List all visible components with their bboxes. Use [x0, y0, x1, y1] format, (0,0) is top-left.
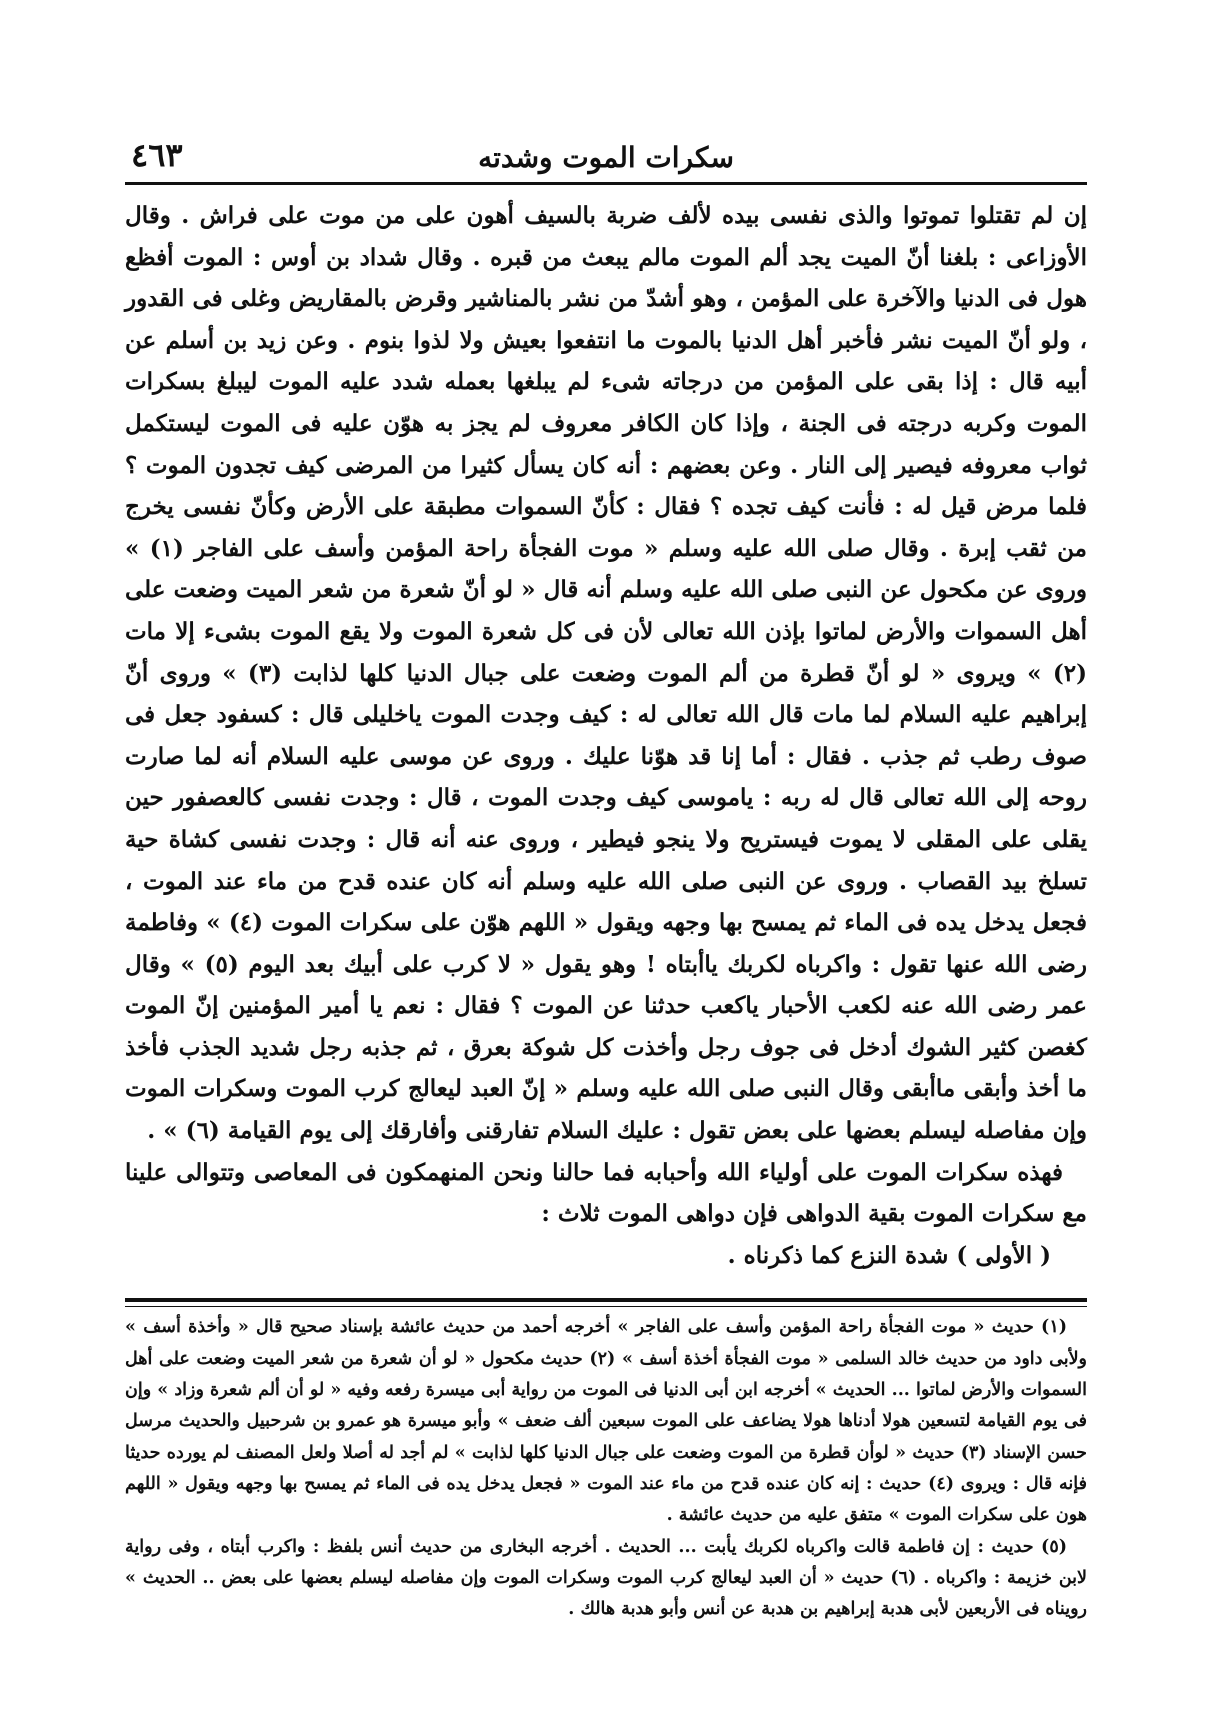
- footnotes: [125, 1312, 1087, 1625]
- footnote: (١) حديث « موت الفجأة راحة المؤمن وأسف على الفاجر » أخرجه أحمد من حديث عائشة بإسناد صحيح قال « وأخذة أسف » ولأبى داود من حديث خالد السلمى « موت الفجأة أخذة أسف » (٢) حديث مكحول « لو أن شعرة من شعر الميت وضعت على أهل السموات والأرض لماتوا ... الحديث » أخرجه ابن أبى الدنيا فى الموت من رواية أبى ميسرة رفعه وفيه « لو أن ألم شعرة وزاد » وإن فى يوم القيامة لتسعين هولا أدناها هولا يضاعف على الموت سبعين ألف ضعف » وأبو ميسرة هو عمرو بن شرحبيل والحديث مرسل حسن الإسناد (٣) حديث « لوأن قطرة من الموت وضعت على جبال الدنيا كلها لذابت » لم أجد له أصلا ولعل المصنف لم يورده حديثا فإنه قال : ويروى (٤) حديث : إنه كان عنده قدح من ماء عند الموت « فجعل يدخل يده فى الماء ثم يمسح بها وجهه ويقول « اللهم هون على سكرات الموت » متفق عليه من حديث عائشة .: [125, 1317, 1088, 1526]
- footnote: (٥) حديث : إن فاطمة قالت واكرباه لكربك يأبت ... الحديث . أخرجه البخارى من حديث أنس بلفظ : واكرب أبتاه ، وفى رواية لابن خزيمة : واكرباه . (٦) حديث « أن العبد ليعالج كرب الموت وسكرات الموت وإن مفاصله ليسلم بعضها على بعض .. الحديث » رويناه فى الأربعين لأبى هدبة إبراهيم بن هدبة عن أنس وأبو هدبة هالك .: [125, 1536, 1088, 1620]
- running-title: سكرات الموت وشدته: [478, 141, 734, 174]
- header-rule: [125, 182, 1087, 185]
- paragraph: فهذه سكرات الموت على أولياء الله وأحبابه فما حالنا ونحن المنهمكون فى المعاصى وتتوالى علينا مع سكرات الموت بقية الدواهى فإن دواهى الموت ثلاث :: [125, 1158, 1087, 1228]
- footnote-rule: [125, 1298, 1087, 1302]
- page-number: ٤٦٣: [131, 136, 183, 174]
- paragraph: ( الأولى ) شدة النزع كما ذكرناه .: [727, 1241, 1051, 1269]
- running-header: [125, 130, 1087, 174]
- main-text: [125, 195, 1087, 1276]
- paragraph: إن لم تقتلوا تموتوا والذى نفسى بيده لألف ضربة بالسيف أهون على من موت على فراش . وقال الأوزاعى : بلغنا أنّ الميت يجد ألم الموت مالم يبعث من قبره . وقال شداد بن أوس : الموت أفظع هول فى الدنيا والآخرة على المؤمن ، وهو أشدّ من نشر بالمناشير وقرض بالمقاريض وغلى فى القدور ، ولو أنّ الميت نشر فأخبر أهل الدنيا بالموت ما انتفعوا بعيش ولا لذوا بنوم . وعن زيد بن أسلم عن أبيه قال : إذا بقى على المؤمن من درجاته شىء لم يبلغها بعمله شدد عليه الموت ليبلغ بسكرات الموت وكربه درجته فى الجنة ، وإذا كان الكافر معروف لم يجز به هوّن عليه فى الموت ليستكمل ثواب معروفه فيصير إلى النار . وعن بعضهم : أنه كان يسأل كثيرا من المرضى كيف تجدون الموت ؟ فلما مرض قيل له : فأنت كيف تجده ؟ فقال : كأنّ السموات مطبقة على الأرض وكأنّ نفسى يخرج من ثقب إبرة . وقال صلى الله عليه وسلم « موت الفجأة راحة المؤمن وأسف على الفاجر (١) » وروى عن مكحول عن النبى صلى الله عليه وسلم أنه قال « لو أنّ شعرة من شعر الميت وضعت على أهل السموات والأرض لماتوا بإذن الله تعالى لأن فى كل شعرة الموت ولا يقع الموت بشىء إلا مات (٢) » ويروى « لو أنّ قطرة من ألم الموت وضعت على جبال الدنيا كلها لذابت (٣) » وروى أنّ إبراهيم عليه السلام لما مات قال الله تعالى له : كيف وجدت الموت ياخليلى قال : كسفود جعل فى صوف رطب ثم جذب . فقال : أما إنا قد هوّنا عليك . وروى عن موسى عليه السلام أنه لما صارت روحه إلى الله تعالى قال له ربه : ياموسى كيف وجدت الموت ، قال : وجدت نفسى كالعصفور حين يقلى على المقلى لا يموت فيستريح ولا ينجو فيطير ، وروى عنه أنه قال : وجدت نفسى كشاة حية تسلخ بيد القصاب . وروى عن النبى صلى الله عليه وسلم أنه كان عنده قدح من ماء عند الموت ، فجعل يدخل يده فى الماء ثم يمسح بها وجهه ويقول « اللهم هوّن على سكرات الموت (٤) » وفاطمة رضى الله عنها تقول : واكرباه لكربك ياأبتاه ! وهو يقول « لا كرب على أبيك بعد اليوم (٥) » وقال عمر رضى الله عنه لكعب الأحبار ياكعب حدثنا عن الموت ؟ فقال : نعم يا أمير المؤمنين إنّ الموت كغصن كثير الشوك أدخل فى جوف رجل وأخذت كل شوكة بعرق ، ثم جذبه رجل شديد الجذب فأخذ ما أخذ وأبقى ماأبقى وقال النبى صلى الله عليه وسلم « إنّ العبد ليعالج كرب الموت وسكرات الموت وإن مفاصله ليسلم بعضها على بعض تقول : عليك السلام تفارقنى وأفارقك إلى يوم القيامة (٦) » .: [125, 202, 1087, 1145]
